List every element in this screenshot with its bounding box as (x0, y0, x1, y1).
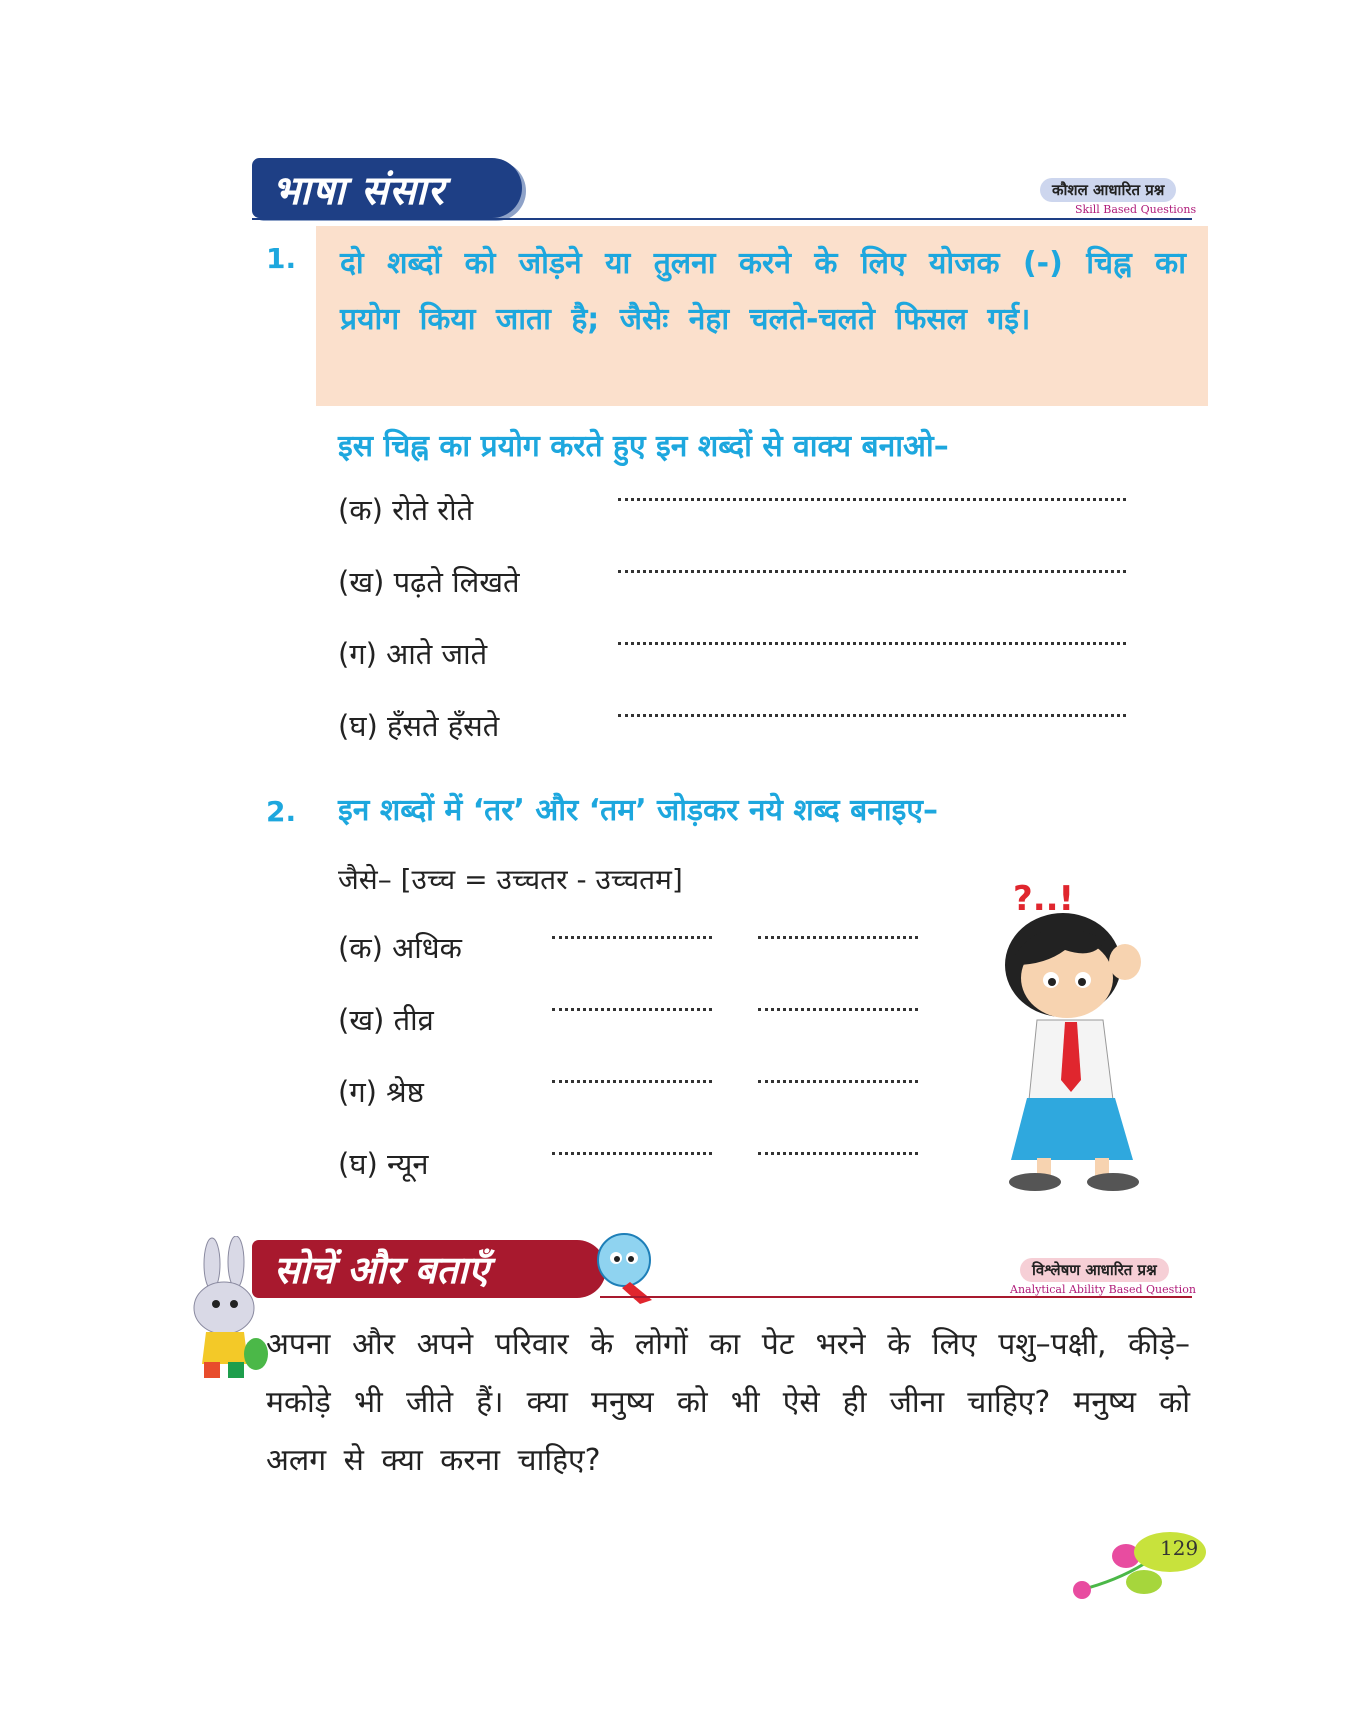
question-1-instruction: इस चिह्न का प्रयोग करते हुए इन शब्दों से वाक्य बनाओ– (338, 429, 949, 464)
skill-tag: कौशल आधारित प्रश्न (1040, 178, 1176, 202)
q2-answer-line-tar[interactable] (552, 1152, 712, 1155)
q1-item-label: (घ) हँसते हँसते (338, 709, 500, 743)
q1-answer-line[interactable] (618, 498, 1126, 501)
q2-item-label: (ग) श्रेष्ठ (338, 1075, 424, 1109)
section-divider (600, 1296, 1192, 1298)
section-divider (252, 218, 1192, 220)
q2-item-label: (घ) न्यून (338, 1147, 429, 1181)
q2-answer-line-tam[interactable] (758, 936, 918, 939)
question-1-box (316, 226, 1208, 406)
section-title: भाषा संसार (272, 166, 445, 214)
boy-marks: ?..! (1013, 879, 1075, 919)
q1-item-label: (ख) पढ़ते लिखते (338, 565, 520, 599)
q1-answer-line[interactable] (618, 570, 1126, 573)
question-2-instruction: इन शब्दों में ‘तर’ और ‘तम’ जोड़कर नये शब्द बनाइए– (338, 793, 938, 828)
q2-item-label: (ख) तीव्र (338, 1003, 434, 1037)
section-banner-soche-aur-bataye (252, 1240, 606, 1298)
q1-item-label: (क) रोते रोते (338, 493, 474, 527)
section-title: सोचें और बताएँ (274, 1247, 489, 1292)
page-number: 129 (1160, 1536, 1199, 1560)
question-1-text: दो शब्दों को जोड़ने या तुलना करने के लिए योजक (-) चिह्न का प्रयोग किया जाता है; जैसेः नेहा चलते-चलते फिसल गई। (340, 246, 1186, 337)
section-banner-bhasha-sansar (252, 158, 522, 218)
q2-answer-line-tar[interactable] (552, 936, 712, 939)
question-number-2: 2. (266, 795, 297, 828)
confused-boy-illustration (985, 870, 1200, 1195)
q1-item-label: (ग) आते जाते (338, 637, 488, 671)
question-number-1: 1. (266, 242, 297, 275)
q2-item-label: (क) अधिक (338, 931, 462, 965)
skill-tag-english: Skill Based Questions (1075, 203, 1197, 216)
q2-answer-line-tam[interactable] (758, 1152, 918, 1155)
analytical-tag: विश्लेषण आधारित प्रश्न (1020, 1258, 1169, 1282)
analytical-tag-english: Analytical Ability Based Question (1010, 1283, 1196, 1296)
section-2-paragraph: अपना और अपने परिवार के लोगों का पेट भरने के लिए पशु–पक्षी, कीड़े–मकोड़े भी जीते हैं। क्या मनुष्य को भी ऐसे ही जीना चाहिए? मनुष्य को अलग से क्या करना चाहिए? (266, 1327, 1190, 1478)
q2-answer-line-tar[interactable] (552, 1008, 712, 1011)
q2-answer-line-tam[interactable] (758, 1008, 918, 1011)
q1-answer-line[interactable] (618, 714, 1126, 717)
q2-answer-line-tam[interactable] (758, 1080, 918, 1083)
question-2-example: जैसे– [उच्च = उच्चतर - उच्चतम] (338, 863, 683, 896)
q2-answer-line-tar[interactable] (552, 1080, 712, 1083)
q1-answer-line[interactable] (618, 642, 1126, 645)
bulb-mascot-icon (590, 1228, 662, 1306)
